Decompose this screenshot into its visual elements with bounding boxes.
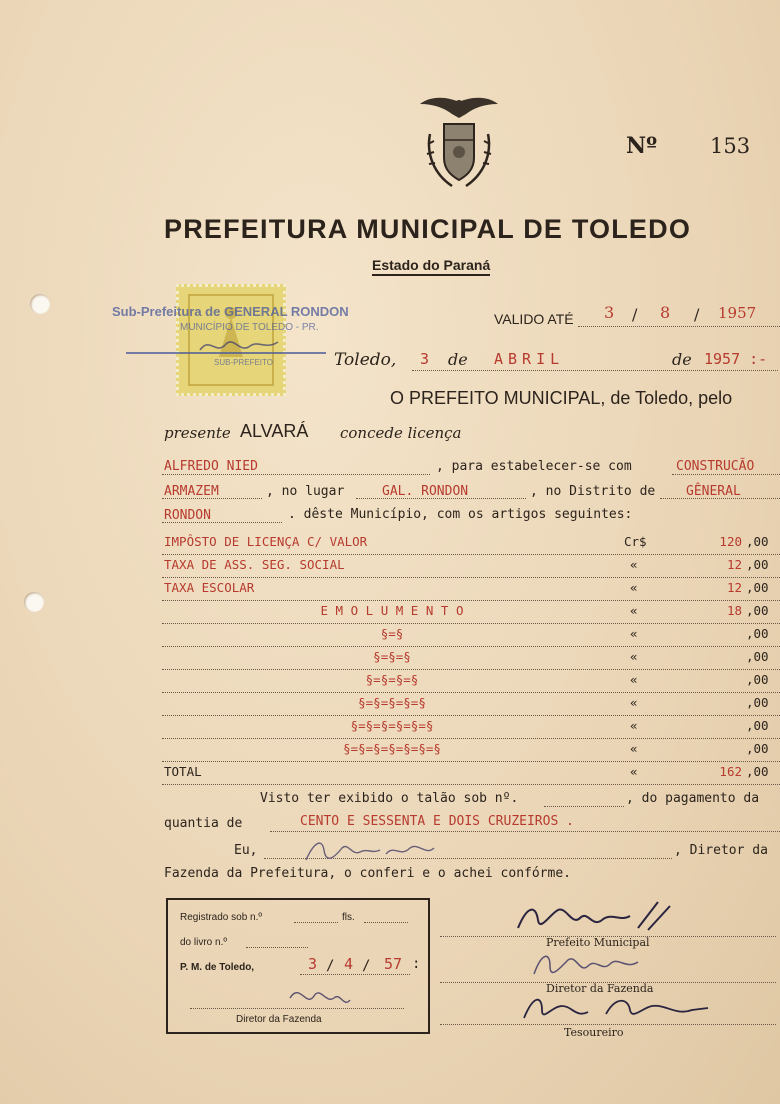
visto-text-2: , do pagamento da [626,791,760,806]
fee-row [162,647,780,670]
date-separator: / [632,305,638,324]
fee-label: E M O L U M E N T O [320,603,464,618]
fee-decimals: ,00 [746,580,769,595]
rubber-stamp-line-3: SUB-PREFEITO [214,358,273,367]
fee-row [162,624,780,647]
fee-decimals: ,00 [746,718,769,733]
intro-alvara: ALVARÁ [240,421,309,441]
director-signature [526,946,656,986]
fee-currency: « [630,695,638,710]
licensee-text-1: , para estabelecer-se com [436,459,632,474]
fee-currency: Cr$ [624,534,647,549]
registry-book-label: do livro n.º [180,937,228,948]
registry-number-label: Registrado sob n.º [180,912,263,923]
licensee-text-2: , no lugar [266,484,345,499]
punch-hole [30,294,50,314]
district-b: RONDON [164,508,211,523]
amount-in-words: CENTO E SESSENTA E DOIS CRUZEIROS . [300,814,574,829]
punch-hole [24,592,44,612]
date-punctuation: : [412,956,421,972]
fee-row [162,693,780,716]
fee-label: §=§=§=§ [365,672,419,687]
rubber-stamp-line-1: Sub-Prefeitura de GENERAL RONDON [112,304,349,319]
licensee-text-4: . dêste Município, com os artigos seguintes: [288,507,633,522]
fee-amount: 162 [719,764,742,779]
registry-month: 4 [344,955,354,973]
district-a: GÊNERAL [686,484,741,499]
intro-presente: presente [164,424,231,442]
fee-label: §=§=§=§=§=§=§ [343,741,441,756]
fee-currency: « [630,672,638,687]
stamp-signature [196,334,282,358]
visto-eu: Eu, [234,843,258,858]
fee-currency: « [630,764,638,779]
date-year: 1957 :- [704,350,768,368]
date-de-2: de [672,350,692,369]
place: GAL. RONDON [382,484,469,499]
director-label: Diretor da Fazenda [546,982,654,995]
fee-row [162,601,780,624]
valid-until-year: 1957 [718,304,757,322]
fee-decimals: ,00 [746,557,769,572]
page-title: PREFEITURA MUNICIPAL DE TOLEDO [164,214,692,244]
rubber-stamp-line-2: MUNICÍPIO DE TOLEDO - PR. [180,322,319,333]
fee-row [162,762,780,785]
fee-row [162,739,780,762]
director-inline-signature [300,834,440,872]
fee-decimals: ,00 [746,626,769,641]
fee-row [162,716,780,739]
fee-amount: 12 [726,557,742,572]
fee-currency: « [630,603,638,618]
intro-line-1: O PREFEITO MUNICIPAL, de Toledo, pelo [390,388,733,408]
fee-decimals: ,00 [746,603,769,618]
registry-folha-label: fls. [342,912,355,923]
mayor-signature [508,898,678,940]
fee-label: §=§=§=§=§ [358,695,426,710]
valid-until-month: 8 [660,303,671,322]
fee-label: IMPÔSTO DE LICENÇA C/ VALOR [164,534,368,549]
date-month: ABRIL [494,350,565,368]
fee-decimals: ,00 [746,534,769,549]
fee-currency: « [630,580,638,595]
treasurer-label: Tesoureiro [564,1026,624,1039]
visto-text-1: Visto ter exibido o talão sob nº. [260,791,519,806]
fee-decimals: ,00 [746,695,769,710]
registry-day: 3 [308,955,318,973]
fee-decimals: ,00 [746,741,769,756]
fee-currency: « [630,626,638,641]
coat-of-arms-icon [416,94,502,192]
document-number: 153 [710,134,751,158]
fee-row [162,670,780,693]
fee-label: TAXA DE ASS. SEG. SOCIAL [164,557,345,572]
registry-signer-label: Diretor da Fazenda [236,1014,322,1025]
page-subtitle: Estado do Paraná [372,257,490,276]
mayor-label: Prefeito Municipal [546,936,650,949]
fee-amount: 18 [726,603,742,618]
date-day: 3 [420,350,430,368]
valid-until-day: 3 [604,303,615,322]
date-separator: / [326,958,335,974]
licensee-name: ALFREDO NIED [164,459,258,474]
treasurer-signature [516,990,716,1028]
fee-row [162,532,780,555]
fee-decimals: ,00 [746,672,769,687]
fee-decimals: ,00 [746,764,769,779]
licensee-text-3: , no Distrito de [530,484,656,499]
fee-amount: 12 [726,580,742,595]
fee-currency: « [630,741,638,756]
registry-year: 57 [384,955,403,973]
visto-quantia: quantia de [164,816,243,831]
fee-decimals: ,00 [746,649,769,664]
date-separator: / [362,958,371,974]
business-line-a: CONSTRUCÃO [676,459,755,474]
fee-label: TAXA ESCOLAR [164,580,255,595]
visto-fazenda: Fazenda da Prefeitura, o conferi e o achei confórme. [164,866,571,881]
fee-currency: « [630,557,638,572]
date-de-1: de [448,350,468,369]
fee-amount: 120 [719,534,742,549]
fee-currency: « [630,649,638,664]
fee-label: §=§=§ [373,649,411,664]
fee-row [162,578,780,601]
fee-label: §=§=§=§=§=§ [350,718,434,733]
fee-row [162,555,780,578]
date-city: Toledo, [334,350,397,370]
business-line-b: ARMAZEM [164,484,219,499]
valid-until-label: VALIDO ATÉ [494,311,574,327]
fee-label: TOTAL [164,764,202,779]
intro-concede: concede licença [340,424,462,442]
registry-place-label: P. M. de Toledo, [180,962,255,973]
document-number-label: Nº [626,133,658,159]
date-separator: / [694,305,700,324]
fee-label: §=§ [380,626,404,641]
visto-diretor: , Diretor da [674,843,768,858]
fee-currency: « [630,718,638,733]
